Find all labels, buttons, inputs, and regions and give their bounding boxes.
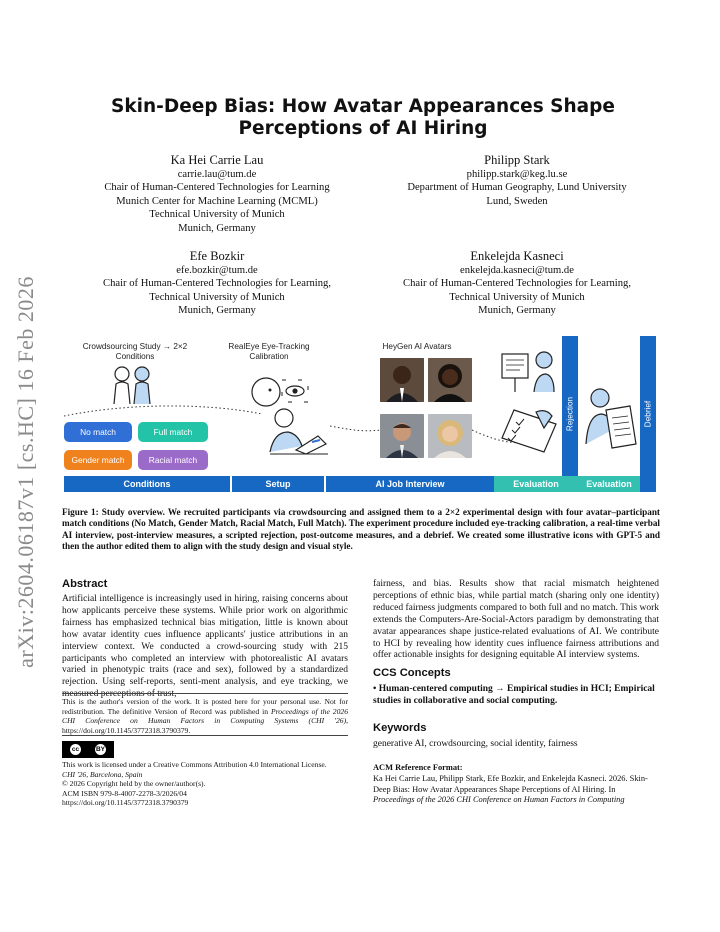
figure-caption: Figure 1: Study overview. We recruited participants via crowdsourcing and assigned them to a 2×2 experimental design with four avatar–participant match conditions (No Match, Gender Match, Racial Match, Full Match). The experiment procedure included eye-tracking calibration, a real-time verbal AI interview, post-interview measures, a scripted rejection, post-outcome measures, and a debrief. We created some illustrative icons with GPT-5 and then the author edited them to align with the study design and visual style. [62,507,660,551]
abstract-heading: Abstract [62,578,108,590]
participants-icon [106,364,158,408]
abstract-text-right: fairness, and bias. Results show that racial mismatch heightened perceptions of ethnic bias, while partial match (sharing only one identity) reduced fairness judgments compared to both full and no match. This work extends the Computers-Are-Social-Actors paradigm by demonstrating that avatar appearances shape justice-related evaluations of AI. We contribute to HCI by revealing how identity cues influence fairness attributions and offer actionable insights for designing equitable AI interview systems. [373,579,659,661]
author-affiliation: Technical University of Munich [149,209,285,221]
label-crowdsourcing: Crowdsourcing Study → 2×2 Conditions [82,342,188,361]
author-email: carrie.lau@tum.de [177,169,257,180]
by-icon: BY [95,746,106,753]
study-overview-figure [62,334,662,496]
divider [62,693,348,694]
venue-name: Proceedings of the 2026 CHI Conference on Human Factors in Computing Systems (CHI '26) [62,706,348,726]
author-name: Ka Hei Carrie Lau [170,153,264,167]
author-affiliation: Chair of Human-Centered Technologies for Learning [104,182,330,194]
ccs-heading: CCS Concepts [373,667,451,679]
pill-gender-match: Gender match [64,450,132,470]
author-affiliation: Department of Human Geography, Lund University [407,182,627,194]
abstract-text-left: Artificial intelligence is increasingly used in hiring, raising concerns about how applicants perceive these systems. While prior work on algorithmic fairness has emphasized technical bias mitigation, little is known about how avatar identity cues influence applicants' justice attributions in an interview context. We conducted a crowd-sourcing study with 215 participants who completed an interview with photorealistic AI avatars varied in phenotypic traits (race and sex), followed by a standardized rejection. Using self-reports, senti-ment analysis, and eye tracking, we measured perceptions of trust, [62,594,348,700]
pill-racial-match: Racial match [138,450,208,470]
paper-title: Skin-Deep Bias: How Avatar Appearances Shape Perceptions of AI Hiring [111,96,615,139]
debrief-icon [582,386,642,458]
stage-ai-interview: AI Job Interview [326,476,494,492]
pill-full-match: Full match [138,422,208,442]
acm-reference-text: Ka Hei Carrie Lau, Philipp Stark, Efe Bozkir, and Enkelejda Kasneci. 2026. Skin-Deep Bias: How Avatar Appearances Shape Perceptions of AI Hiring. In Proceedings of the 2026 CHI Conference on Human Factors in Computing [373,774,648,805]
author-name: Enkelejda Kasneci [470,249,564,263]
author-block [62,152,372,235]
stage-evaluation: Evaluation [578,476,640,492]
author-affiliation: Munich, Germany [478,305,556,317]
author-affiliation: Technical University of Munich [149,291,285,303]
keywords-text: generative AI, crowdsourcing, social identity, fairness [373,739,578,749]
author-affiliation: Technical University of Munich [449,291,585,303]
avatar-photo [380,414,424,458]
author-affiliation: Lund, Sweden [486,195,548,207]
acm-reference-heading: ACM Reference Format: [373,763,463,772]
author-affiliation: Chair of Human-Centered Technologies for Learning, [103,278,331,290]
author-affiliation: Munich, Germany [178,305,256,317]
cc-by-badge[interactable] [62,741,114,758]
author-name: Philipp Stark [484,153,550,167]
checklist-icon [494,404,566,458]
avatar-photo [428,414,472,458]
arxiv-stamp: arXiv:2604.06187v1 [cs.HC] 16 Feb 2026 [13,276,38,668]
author-affiliation: Chair of Human-Centered Technologies for Learning, [403,278,631,290]
evaluation-icon [494,348,564,398]
stage-setup: Setup [232,476,324,492]
license-block [62,760,352,808]
doi-link[interactable]: https://doi.org/10.1145/3772318.3790379 [62,798,189,808]
divider [62,735,348,736]
isbn: ACM ISBN 979-8-4007-2278-3/2026/04 [62,788,187,798]
license-text: This work is licensed under a Creative Commons Attribution 4.0 International License. [62,760,327,769]
author-name: Efe Bozkir [189,249,245,263]
avatar-photo [428,358,472,402]
author-email: enkelejda.kasneci@tum.de [460,265,574,276]
stage-evaluation: Evaluation [494,476,578,492]
stage-debrief: Debrief [640,336,656,492]
author-email: efe.bozkir@tum.de [176,265,258,276]
ccs-text: • Human-centered computing → Empirical studies in HCI; Empirical studies in collaborative and social computing. [373,684,655,706]
author-affiliation: Munich, Germany [178,222,256,234]
label-eye-tracking: RealEye Eye-Tracking Calibration [228,342,310,361]
author-version-notice: This is the author's version of the work. It is posted here for your personal use. Not for redistribution. The definitive Version of Record was published in Proceedings of the 2026 CHI Conference on Human Factors in Computing Systems (CHI '26), https://doi.org/10.1145/3772318.3790379. [62,697,348,735]
keywords-heading: Keywords [373,722,427,734]
copyright: © 2026 Copyright held by the owner/author(s). [62,779,206,789]
stage-rejection: Rejection [562,336,578,492]
cc-icon: cc [71,746,80,753]
author-email: philipp.stark@keg.lu.se [466,169,568,180]
avatar-photo [380,358,424,402]
laptop-user-icon [262,406,334,460]
label-heygen: HeyGen AI Avatars [382,342,452,351]
author-block [62,248,372,318]
author-block [362,152,672,208]
author-block [362,248,672,318]
pill-no-match: No match [64,422,132,442]
conference: CHI '26, Barcelona, Spain [62,769,143,779]
stage-conditions: Conditions [64,476,230,492]
author-affiliation: Munich Center for Machine Learning (MCML) [116,195,318,207]
